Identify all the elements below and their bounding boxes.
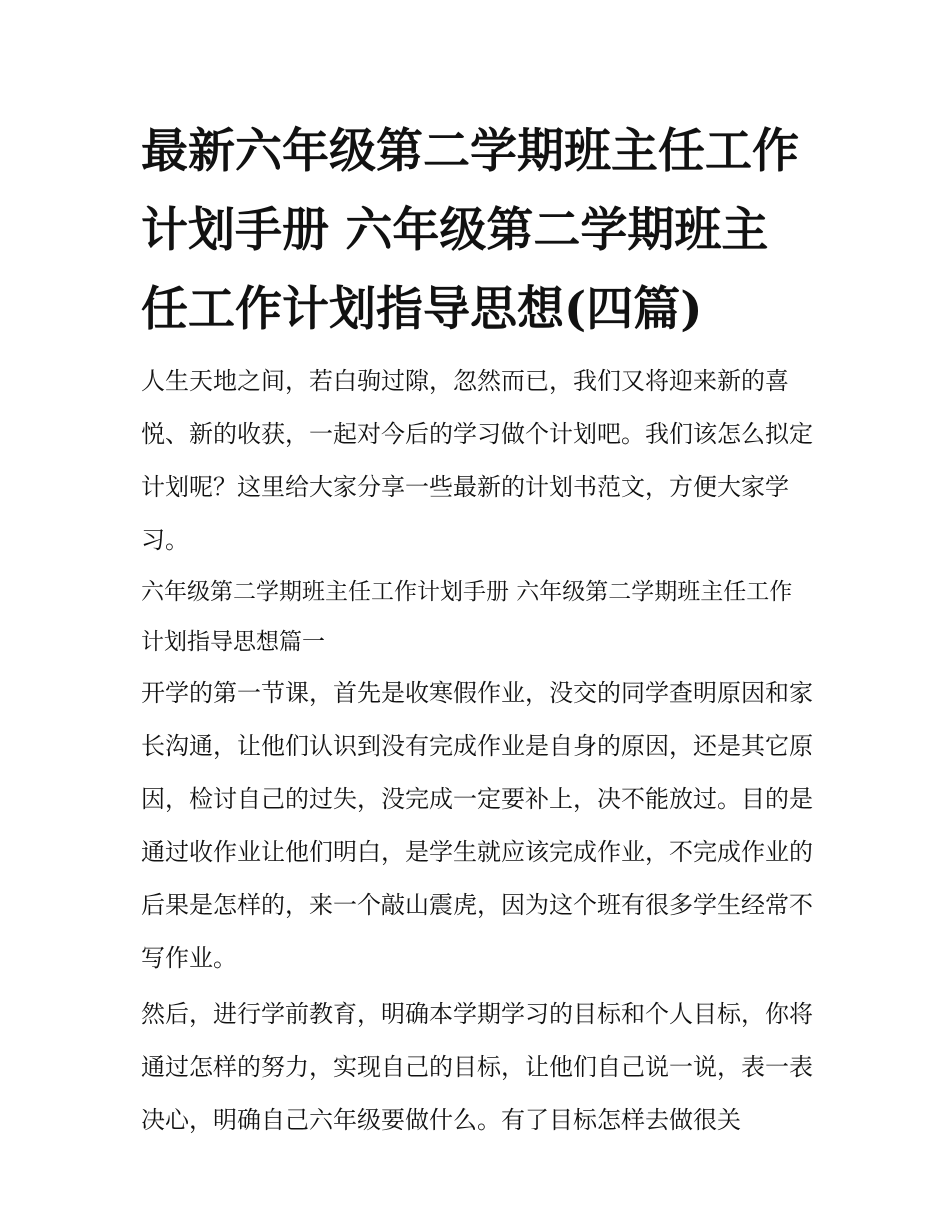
- document-title: 最新六年级第二学期班主任工作计划手册 六年级第二学期班主任工作计划指导思想(四篇): [141, 124, 799, 337]
- section-heading: 六年级第二学期班主任工作计划手册 六年级第二学期班主任工作计划指导思想篇一: [141, 579, 793, 655]
- document-page: [141, 112, 813, 1147]
- intro-paragraph: 人生天地之间，若白驹过隙，忽然而已，我们又将迎来新的喜悦、新的收获，一起对今后的学习做个计划吧。我们该怎么拟定计划呢？这里给大家分享一些最新的计划书范文，方便大家学习。: [141, 367, 813, 554]
- body-paragraph-1: 开学的第一节课，首先是收寒假作业，没交的同学查明原因和家长沟通，让他们认识到没有完成作业是自身的原因，还是其它原因，检讨自己的过失，没完成一定要补上，决不能放过。目的是通过收作业让他们明白，是学生就应该完成作业，不完成作业的后果是怎样的，来一个敲山震虎，因为这个班有很多学生经常不写作业。: [141, 679, 813, 972]
- body-paragraph-2: 然后，进行学前教育，明确本学期学习的目标和个人目标，你将通过怎样的努力，实现自己的目标，让他们自己说一说，表一表决心，明确自己六年级要做什么。有了目标怎样去做很关: [141, 1000, 813, 1134]
